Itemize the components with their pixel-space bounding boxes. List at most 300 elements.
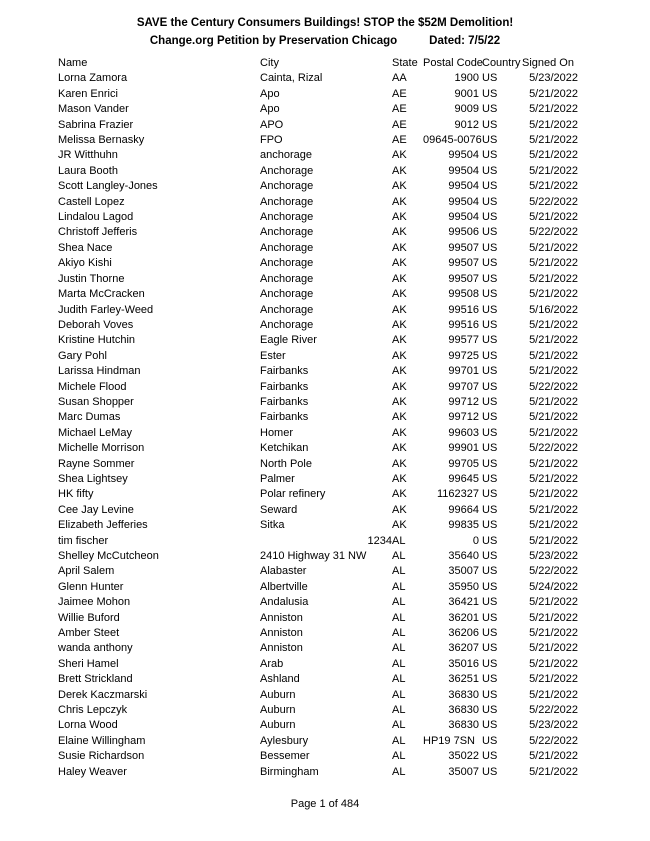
column-header-state: State: [392, 57, 418, 69]
cell-name: Marta McCracken: [58, 288, 145, 301]
cell-name: Susan Shopper: [58, 395, 134, 408]
table-row: [0, 179, 650, 194]
cell-state: AL: [392, 750, 406, 763]
cell-name: Derek Kaczmarski: [58, 688, 148, 701]
cell-postal: 99504: [448, 149, 479, 162]
cell-name: Brett Strickland: [58, 673, 133, 686]
table-row: [0, 195, 650, 210]
cell-country: US: [482, 442, 498, 455]
table-row: [0, 287, 650, 302]
cell-state: AK: [392, 472, 407, 485]
cell-city: Anniston: [260, 627, 303, 640]
document-subtitle: Change.org Petition by Preservation Chicago: [149, 35, 398, 47]
cell-signed-on: 5/21/2022: [529, 149, 578, 162]
cell-country: US: [482, 318, 498, 331]
cell-city: Palmer: [260, 472, 295, 485]
cell-city: Fairbanks: [260, 365, 309, 378]
cell-name: Deborah Voves: [58, 318, 134, 331]
cell-state: AL: [392, 734, 406, 747]
table-row: [0, 472, 650, 487]
table-row: [0, 487, 650, 502]
column-header-country: Country: [482, 57, 521, 69]
table-row: [0, 395, 650, 410]
cell-postal: 0: [472, 534, 479, 547]
cell-postal: 36207: [448, 642, 479, 655]
table-row: [0, 87, 650, 102]
cell-city: Seward: [260, 503, 298, 516]
cell-city: North Pole: [260, 457, 312, 470]
cell-state: AK: [392, 211, 407, 224]
cell-city: Anchorage: [260, 226, 314, 239]
cell-state: AK: [392, 426, 407, 439]
cell-state: AL: [392, 688, 406, 701]
cell-signed-on: 5/21/2022: [529, 180, 578, 193]
table-row: [0, 611, 650, 626]
cell-state: AK: [392, 334, 407, 347]
cell-city: Fairbanks: [260, 395, 309, 408]
cell-state: AL: [392, 565, 406, 578]
cell-name: Jaimee Mohon: [58, 596, 131, 609]
cell-signed-on: 5/23/2022: [529, 550, 578, 562]
cell-postal: 99603: [448, 426, 479, 439]
column-header-postal: Postal Code: [423, 57, 483, 69]
cell-country: US: [482, 719, 498, 732]
cell-country: US: [482, 472, 498, 485]
cell-postal: 99504: [448, 164, 479, 177]
cell-state: AL: [392, 611, 406, 624]
document-date: Dated: 7/5/22: [429, 35, 501, 47]
table-row: [0, 703, 650, 718]
cell-name: Laura Booth: [58, 164, 118, 177]
table-row: [0, 225, 650, 240]
cell-signed-on: 5/21/2022: [529, 103, 578, 116]
cell-city: Alabaster: [260, 565, 307, 578]
table-row: [0, 564, 650, 579]
cell-postal: 99707: [448, 380, 479, 393]
cell-name: Sheri Hamel: [58, 657, 119, 670]
cell-signed-on: 5/21/2022: [529, 673, 578, 686]
cell-state: AK: [392, 257, 407, 270]
cell-signed-on: 5/22/2022: [529, 380, 578, 393]
cell-postal: 99504: [448, 195, 479, 208]
document-header: [0, 14, 650, 50]
petition-table: [0, 56, 650, 780]
cell-state: AK: [392, 241, 407, 254]
cell-name: Michael LeMay: [58, 426, 132, 439]
cell-name: Lorna Wood: [58, 719, 118, 732]
cell-name: Melissa Bernasky: [58, 134, 145, 147]
cell-state: AK: [392, 380, 407, 393]
cell-name: Kristine Hutchin: [58, 334, 136, 347]
cell-postal: 99506: [448, 226, 479, 239]
cell-name: wanda anthony: [58, 642, 133, 655]
cell-country: US: [482, 103, 498, 116]
cell-city: Fairbanks: [260, 411, 309, 424]
cell-state: AL: [392, 704, 406, 717]
cell-signed-on: 5/21/2022: [529, 688, 578, 701]
cell-postal: 36830: [448, 704, 479, 717]
cell-signed-on: 5/21/2022: [529, 519, 578, 532]
cell-name: Lindalou Lagod: [58, 211, 134, 224]
table-row: [0, 426, 650, 441]
column-header-signed: Signed On: [522, 57, 574, 69]
cell-country: US: [482, 426, 498, 439]
cell-country: US: [482, 534, 498, 547]
cell-city: Ketchikan: [260, 442, 309, 455]
cell-country: US: [482, 395, 498, 408]
cell-country: US: [482, 380, 498, 393]
cell-country: US: [482, 180, 498, 193]
cell-state: AK: [392, 519, 407, 532]
cell-signed-on: 5/21/2022: [529, 118, 578, 131]
cell-name: Shea Nace: [58, 241, 113, 254]
table-row: [0, 595, 650, 610]
cell-postal: 99725: [448, 349, 479, 362]
cell-name: Christoff Jefferis: [58, 226, 138, 239]
cell-postal: 36830: [448, 719, 479, 732]
cell-postal: 36251: [448, 673, 479, 686]
cell-city: Cainta, Rizal: [260, 72, 323, 85]
cell-postal: 99712: [448, 411, 479, 424]
cell-name: Gary Pohl: [58, 349, 107, 362]
cell-signed-on: 5/21/2022: [529, 257, 578, 270]
cell-country: US: [482, 272, 498, 285]
cell-city: Anchorage: [260, 257, 314, 270]
cell-signed-on: 5/21/2022: [529, 164, 578, 177]
cell-postal: 99701: [448, 365, 479, 378]
cell-name: Scott Langley-Jones: [58, 180, 158, 193]
cell-postal: 35007: [448, 765, 479, 778]
cell-signed-on: 5/21/2022: [529, 457, 578, 470]
cell-signed-on: 5/24/2022: [529, 580, 578, 593]
cell-city: 2410 Highway 31 NW: [260, 550, 367, 562]
cell-name: Willie Buford: [58, 611, 120, 624]
cell-name: tim fischer: [58, 534, 109, 547]
cell-country: US: [482, 334, 498, 347]
cell-country: US: [482, 580, 498, 593]
cell-signed-on: 5/21/2022: [529, 241, 578, 254]
cell-signed-on: 5/21/2022: [529, 395, 578, 408]
cell-name: Glenn Hunter: [58, 580, 124, 593]
cell-postal: 9001: [454, 87, 479, 100]
cell-state: AL: [392, 596, 406, 609]
table-row: [0, 441, 650, 456]
table-row: [0, 641, 650, 656]
cell-country: US: [482, 704, 498, 717]
cell-name: Sabrina Frazier: [58, 118, 134, 131]
cell-postal: 36830: [448, 688, 479, 701]
cell-country: US: [482, 72, 498, 85]
table-row: [0, 410, 650, 425]
cell-state: AL: [392, 765, 406, 778]
cell-city: Ester: [260, 349, 286, 362]
cell-country: US: [482, 457, 498, 470]
cell-country: US: [482, 627, 498, 640]
cell-name: Amber Steet: [58, 627, 120, 640]
cell-state: AK: [392, 272, 407, 285]
cell-state: AK: [392, 226, 407, 239]
cell-city: Homer: [260, 426, 294, 439]
table-row: [0, 718, 650, 733]
cell-state: AL: [392, 627, 406, 640]
cell-country: US: [482, 195, 498, 208]
cell-city: anchorage: [260, 149, 312, 162]
cell-signed-on: 5/21/2022: [529, 765, 578, 778]
table-row: [0, 303, 650, 318]
cell-city: Anchorage: [260, 164, 314, 177]
cell-city: Anchorage: [260, 241, 314, 254]
cell-country: US: [482, 657, 498, 670]
table-row: [0, 118, 650, 133]
cell-postal: 35640: [448, 550, 479, 562]
cell-postal: 1900: [454, 72, 479, 85]
cell-city: Anchorage: [260, 272, 314, 285]
cell-postal: 35950: [448, 580, 479, 593]
cell-state: AE: [392, 134, 407, 147]
cell-name: Rayne Sommer: [58, 457, 135, 470]
cell-signed-on: 5/21/2022: [529, 472, 578, 485]
cell-postal: 99712: [448, 395, 479, 408]
cell-name: Marc Dumas: [58, 411, 121, 424]
cell-country: US: [482, 596, 498, 609]
cell-country: US: [482, 211, 498, 224]
cell-signed-on: 5/21/2022: [529, 318, 578, 331]
cell-signed-on: 5/22/2022: [529, 442, 578, 455]
cell-city: Polar refinery: [260, 488, 326, 501]
cell-state: AK: [392, 442, 407, 455]
cell-country: US: [482, 241, 498, 254]
cell-country: US: [482, 519, 498, 532]
cell-city: Anniston: [260, 611, 303, 624]
cell-city: Auburn: [260, 688, 296, 701]
cell-postal: 36421: [448, 596, 479, 609]
cell-signed-on: 5/22/2022: [529, 226, 578, 239]
cell-country: US: [482, 688, 498, 701]
cell-state: AK: [392, 195, 407, 208]
table-row: [0, 580, 650, 595]
cell-signed-on: 5/21/2022: [529, 611, 578, 624]
cell-country: US: [482, 257, 498, 270]
cell-state: AE: [392, 87, 407, 100]
cell-postal: 99664: [448, 503, 479, 516]
table-row: [0, 333, 650, 348]
page-number: Page 1 of 484: [290, 798, 360, 810]
cell-postal: 35007: [448, 565, 479, 578]
cell-city: FPO: [260, 134, 283, 147]
cell-name: Karen Enrici: [58, 87, 118, 100]
cell-country: US: [482, 565, 498, 578]
cell-name: Lorna Zamora: [58, 72, 128, 85]
cell-name: Larissa Hindman: [58, 365, 141, 378]
cell-city: Birmingham: [260, 765, 319, 778]
cell-postal: 99835: [448, 519, 479, 532]
cell-postal: 99508: [448, 288, 479, 301]
cell-state: AL: [392, 580, 406, 593]
table-row: [0, 256, 650, 271]
cell-country: US: [482, 87, 498, 100]
cell-signed-on: 5/21/2022: [529, 657, 578, 670]
cell-signed-on: 5/22/2022: [529, 704, 578, 717]
cell-state: AE: [392, 118, 407, 131]
column-header-city: City: [260, 57, 279, 69]
cell-country: US: [482, 488, 498, 501]
cell-city: Arab: [260, 657, 284, 670]
cell-postal: 99901: [448, 442, 479, 455]
cell-postal: 99504: [448, 180, 479, 193]
table-row: [0, 318, 650, 333]
table-row: [0, 133, 650, 148]
cell-postal: HP19 7SN: [423, 734, 475, 747]
cell-country: US: [482, 349, 498, 362]
cell-postal: 99516: [448, 303, 479, 316]
cell-country: US: [482, 118, 498, 131]
cell-country: US: [482, 673, 498, 686]
cell-postal: 35022: [448, 750, 479, 763]
cell-city: Anchorage: [260, 211, 314, 224]
cell-state: AK: [392, 164, 407, 177]
cell-country: US: [482, 550, 498, 562]
cell-signed-on: 5/21/2022: [529, 349, 578, 362]
table-row: [0, 749, 650, 764]
cell-signed-on: 5/21/2022: [529, 503, 578, 516]
table-row: [0, 272, 650, 287]
cell-name: HK fifty: [58, 488, 94, 501]
cell-city: Andalusia: [260, 596, 309, 609]
cell-name: Elaine Willingham: [58, 734, 146, 747]
table-row: [0, 765, 650, 780]
cell-name: Michele Flood: [58, 380, 127, 393]
cell-state: AL: [392, 673, 406, 686]
cell-city: Anchorage: [260, 195, 314, 208]
cell-name: Cee Jay Levine: [58, 503, 134, 516]
cell-postal: 9009: [454, 103, 479, 116]
table-row: [0, 71, 650, 86]
table-row: [0, 210, 650, 225]
cell-signed-on: 5/21/2022: [529, 750, 578, 763]
cell-city: Anchorage: [260, 303, 314, 316]
table-row: [0, 672, 650, 687]
table-body: [0, 71, 650, 780]
cell-signed-on: 5/22/2022: [529, 195, 578, 208]
cell-name: JR Witthuhn: [58, 149, 118, 162]
column-header-name: Name: [58, 57, 88, 69]
cell-city: Bessemer: [260, 750, 310, 763]
cell-city: APO: [260, 118, 284, 131]
cell-name: Elizabeth Jefferies: [58, 519, 148, 532]
cell-postal: 99504: [448, 211, 479, 224]
cell-city: Ashland: [260, 673, 300, 686]
cell-country: US: [482, 365, 498, 378]
cell-city: Fairbanks: [260, 380, 309, 393]
table-row: [0, 518, 650, 533]
cell-postal: 99507: [448, 272, 479, 285]
cell-city: Albertville: [260, 580, 308, 593]
cell-name: Castell Lopez: [58, 195, 125, 208]
cell-state: AK: [392, 488, 407, 501]
cell-signed-on: 5/21/2022: [529, 627, 578, 640]
cell-name: Michelle Morrison: [58, 442, 145, 455]
cell-city: Anniston: [260, 642, 303, 655]
cell-postal: 99577: [448, 334, 479, 347]
cell-city: Auburn: [260, 704, 296, 717]
table-header-row: [0, 56, 650, 71]
table-row: [0, 657, 650, 672]
cell-country: US: [482, 134, 498, 147]
cell-signed-on: 5/21/2022: [529, 488, 578, 501]
table-row: [0, 102, 650, 117]
cell-state: AE: [392, 103, 407, 116]
cell-country: US: [482, 226, 498, 239]
cell-postal: 99705: [448, 457, 479, 470]
cell-country: US: [482, 303, 498, 316]
cell-postal: 99645: [448, 472, 479, 485]
cell-state: AK: [392, 288, 407, 301]
cell-name: Haley Weaver: [58, 765, 127, 778]
document-subtitle-line: [0, 32, 650, 50]
table-row: [0, 503, 650, 518]
cell-state: AA: [392, 72, 407, 85]
cell-country: US: [482, 503, 498, 516]
table-row: [0, 380, 650, 395]
cell-state: AL: [392, 550, 406, 562]
cell-signed-on: 5/21/2022: [529, 288, 578, 301]
table-row: [0, 549, 650, 564]
cell-postal: 36206: [448, 627, 479, 640]
table-row: [0, 457, 650, 472]
cell-postal: 99507: [448, 257, 479, 270]
cell-state: AL: [392, 657, 406, 670]
cell-state: AK: [392, 349, 407, 362]
cell-name: April Salem: [58, 565, 115, 578]
table-row: [0, 164, 650, 179]
cell-state: AK: [392, 180, 407, 193]
cell-state: AK: [392, 303, 407, 316]
cell-state: AL: [392, 719, 406, 732]
cell-state: AK: [392, 149, 407, 162]
cell-country: US: [482, 765, 498, 778]
cell-signed-on: 5/21/2022: [529, 334, 578, 347]
cell-city: Apo: [260, 103, 280, 116]
cell-name: Shea Lightsey: [58, 472, 128, 485]
cell-city: Anchorage: [260, 318, 314, 331]
cell-signed-on: 5/21/2022: [529, 426, 578, 439]
cell-signed-on: 5/21/2022: [529, 642, 578, 655]
table-row: [0, 534, 650, 549]
cell-city: Anchorage: [260, 180, 314, 193]
cell-country: US: [482, 411, 498, 424]
cell-signed-on: 5/23/2022: [529, 719, 578, 732]
table-row: [0, 734, 650, 749]
document-title: SAVE the Century Consumers Buildings! STOP the $52M Demolition!: [136, 17, 514, 29]
table-row: [0, 688, 650, 703]
cell-city: Auburn: [260, 719, 296, 732]
cell-country: US: [482, 288, 498, 301]
cell-name: Chris Lepczyk: [58, 704, 128, 717]
cell-name: Judith Farley-Weed: [58, 303, 154, 316]
cell-city: Eagle River: [260, 334, 317, 347]
cell-state: AK: [392, 365, 407, 378]
cell-signed-on: 5/21/2022: [529, 534, 578, 547]
cell-signed-on: 5/21/2022: [529, 211, 578, 224]
cell-country: US: [482, 611, 498, 624]
cell-name: Akiyo Kishi: [58, 257, 112, 270]
cell-city: Sitka: [260, 519, 285, 532]
cell-state: AL: [392, 534, 406, 547]
cell-state: AK: [392, 318, 407, 331]
cell-state: AK: [392, 395, 407, 408]
cell-country: US: [482, 149, 498, 162]
cell-signed-on: 5/23/2022: [529, 72, 578, 85]
